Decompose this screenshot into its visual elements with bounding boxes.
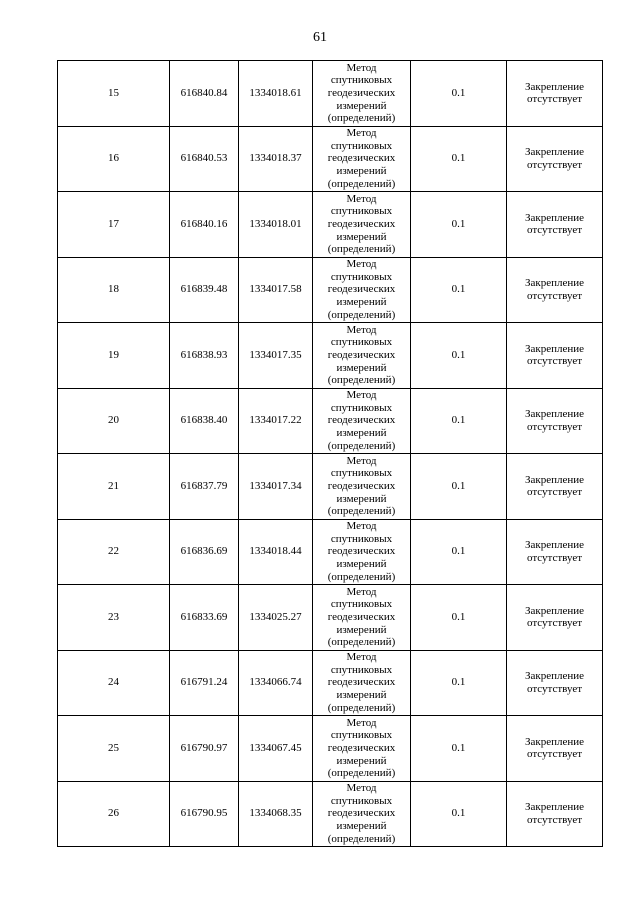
method-line: (определений) <box>327 701 396 714</box>
x-coordinate-cell: 616791.24 <box>170 650 239 716</box>
fixation-line: отсутствует <box>526 748 583 761</box>
method-line: Метод <box>346 585 377 598</box>
fixation-line: Закрепление <box>524 408 585 421</box>
method-line: измерений <box>336 820 387 833</box>
method-line: спутниковых <box>330 794 393 807</box>
method-line: (определений) <box>327 505 396 518</box>
table-row <box>58 716 603 782</box>
method-cell <box>313 454 411 520</box>
fixation-line: Закрепление <box>524 604 585 617</box>
page-number: 61 <box>313 30 327 45</box>
accuracy-cell: 0.1 <box>411 454 507 520</box>
method-line: измерений <box>336 230 387 243</box>
method-line: Метод <box>346 258 377 271</box>
method-cell <box>313 323 411 389</box>
fixation-line: Закрепление <box>524 80 585 93</box>
fixation-line: отсутствует <box>526 813 583 826</box>
fixation-line: Закрепление <box>524 211 585 224</box>
point-number-cell: 24 <box>58 650 170 716</box>
method-line: спутниковых <box>330 467 393 480</box>
point-number-cell: 16 <box>58 126 170 192</box>
method-line: измерений <box>336 492 387 505</box>
method-line: измерений <box>336 689 387 702</box>
method-line: геодезических <box>327 414 396 427</box>
y-coordinate-cell: 1334018.01 <box>239 192 313 258</box>
coordinates-table-body <box>58 61 603 847</box>
method-line: (определений) <box>327 112 396 125</box>
method-line: спутниковых <box>330 139 393 152</box>
fixation-line: Закрепление <box>524 539 585 552</box>
method-cell <box>313 585 411 651</box>
fixation-line: отсутствует <box>526 158 583 171</box>
table-row <box>58 61 603 127</box>
method-line: спутниковых <box>330 336 393 349</box>
fixation-line: Закрепление <box>524 670 585 683</box>
method-cell <box>313 388 411 454</box>
method-cell <box>313 192 411 258</box>
method-line: геодезических <box>327 283 396 296</box>
point-number-cell: 18 <box>58 257 170 323</box>
method-line: спутниковых <box>330 532 393 545</box>
method-line: измерений <box>336 99 387 112</box>
point-number-cell: 25 <box>58 716 170 782</box>
fixation-line: отсутствует <box>526 289 583 302</box>
method-line: измерений <box>336 623 387 636</box>
x-coordinate-cell: 616840.53 <box>170 126 239 192</box>
table-row <box>58 323 603 389</box>
y-coordinate-cell: 1334017.35 <box>239 323 313 389</box>
method-line: геодезических <box>327 348 396 361</box>
accuracy-cell: 0.1 <box>411 192 507 258</box>
y-coordinate-cell: 1334025.27 <box>239 585 313 651</box>
y-coordinate-cell: 1334017.58 <box>239 257 313 323</box>
accuracy-cell: 0.1 <box>411 650 507 716</box>
fixation-line: Закрепление <box>524 342 585 355</box>
method-line: измерений <box>336 754 387 767</box>
accuracy-cell: 0.1 <box>411 126 507 192</box>
fixation-cell <box>507 650 603 716</box>
point-number-cell: 21 <box>58 454 170 520</box>
fixation-cell <box>507 585 603 651</box>
method-line: Метод <box>346 782 377 795</box>
fixation-line: отсутствует <box>526 617 583 630</box>
method-line: геодезических <box>327 217 396 230</box>
fixation-line: отсутствует <box>526 224 583 237</box>
method-line: (определений) <box>327 570 396 583</box>
x-coordinate-cell: 616833.69 <box>170 585 239 651</box>
fixation-line: отсутствует <box>526 486 583 499</box>
fixation-cell <box>507 257 603 323</box>
point-number-cell: 15 <box>58 61 170 127</box>
x-coordinate-cell: 616840.16 <box>170 192 239 258</box>
method-line: геодезических <box>327 676 396 689</box>
point-number-cell: 26 <box>58 781 170 847</box>
method-line: Метод <box>346 61 377 74</box>
method-line: измерений <box>336 165 387 178</box>
x-coordinate-cell: 616838.93 <box>170 323 239 389</box>
x-coordinate-cell: 616840.84 <box>170 61 239 127</box>
table-row <box>58 519 603 585</box>
point-number-cell: 20 <box>58 388 170 454</box>
y-coordinate-cell: 1334018.61 <box>239 61 313 127</box>
fixation-line: Закрепление <box>524 735 585 748</box>
fixation-line: Закрепление <box>524 473 585 486</box>
y-coordinate-cell: 1334018.37 <box>239 126 313 192</box>
method-line: (определений) <box>327 374 396 387</box>
y-coordinate-cell: 1334017.22 <box>239 388 313 454</box>
method-line: геодезических <box>327 741 396 754</box>
fixation-line: отсутствует <box>526 682 583 695</box>
table-row <box>58 781 603 847</box>
method-cell <box>313 257 411 323</box>
y-coordinate-cell: 1334017.34 <box>239 454 313 520</box>
y-coordinate-cell: 1334067.45 <box>239 716 313 782</box>
method-line: (определений) <box>327 439 396 452</box>
accuracy-cell: 0.1 <box>411 323 507 389</box>
method-line: спутниковых <box>330 663 393 676</box>
method-cell <box>313 519 411 585</box>
method-line: (определений) <box>327 308 396 321</box>
point-number-cell: 23 <box>58 585 170 651</box>
method-line: геодезических <box>327 86 396 99</box>
method-line: измерений <box>336 558 387 571</box>
method-line: спутниковых <box>330 598 393 611</box>
x-coordinate-cell: 616839.48 <box>170 257 239 323</box>
accuracy-cell: 0.1 <box>411 781 507 847</box>
method-line: геодезических <box>327 610 396 623</box>
table-row <box>58 126 603 192</box>
fixation-line: отсутствует <box>526 551 583 564</box>
table-row <box>58 388 603 454</box>
fixation-line: Закрепление <box>524 146 585 159</box>
accuracy-cell: 0.1 <box>411 61 507 127</box>
x-coordinate-cell: 616790.97 <box>170 716 239 782</box>
fixation-line: Закрепление <box>524 801 585 814</box>
fixation-line: Закрепление <box>524 277 585 290</box>
method-line: спутниковых <box>330 729 393 742</box>
method-line: Метод <box>346 192 377 205</box>
method-line: Метод <box>346 651 377 664</box>
method-line: геодезических <box>327 152 396 165</box>
y-coordinate-cell: 1334066.74 <box>239 650 313 716</box>
fixation-cell <box>507 192 603 258</box>
method-line: Метод <box>346 127 377 140</box>
accuracy-cell: 0.1 <box>411 519 507 585</box>
method-line: Метод <box>346 454 377 467</box>
method-line: измерений <box>336 361 387 374</box>
fixation-cell <box>507 716 603 782</box>
x-coordinate-cell: 616836.69 <box>170 519 239 585</box>
fixation-cell <box>507 454 603 520</box>
y-coordinate-cell: 1334068.35 <box>239 781 313 847</box>
method-line: Метод <box>346 520 377 533</box>
method-line: (определений) <box>327 767 396 780</box>
accuracy-cell: 0.1 <box>411 585 507 651</box>
method-line: спутниковых <box>330 401 393 414</box>
fixation-cell <box>507 519 603 585</box>
method-line: измерений <box>336 296 387 309</box>
method-line: геодезических <box>327 807 396 820</box>
method-line: спутниковых <box>330 270 393 283</box>
table-row <box>58 650 603 716</box>
fixation-line: отсутствует <box>526 93 583 106</box>
method-line: (определений) <box>327 832 396 845</box>
point-number-cell: 19 <box>58 323 170 389</box>
method-line: измерений <box>336 427 387 440</box>
method-cell <box>313 126 411 192</box>
method-line: Метод <box>346 389 377 402</box>
method-line: геодезических <box>327 479 396 492</box>
method-cell <box>313 650 411 716</box>
method-line: (определений) <box>327 243 396 256</box>
point-number-cell: 22 <box>58 519 170 585</box>
fixation-line: отсутствует <box>526 420 583 433</box>
accuracy-cell: 0.1 <box>411 388 507 454</box>
method-line: геодезических <box>327 545 396 558</box>
point-number-cell: 17 <box>58 192 170 258</box>
accuracy-cell: 0.1 <box>411 257 507 323</box>
table-row <box>58 585 603 651</box>
method-line: Метод <box>346 323 377 336</box>
method-cell <box>313 61 411 127</box>
y-coordinate-cell: 1334018.44 <box>239 519 313 585</box>
table-row <box>58 454 603 520</box>
fixation-cell <box>507 61 603 127</box>
method-cell <box>313 716 411 782</box>
x-coordinate-cell: 616790.95 <box>170 781 239 847</box>
method-line: Метод <box>346 716 377 729</box>
fixation-line: отсутствует <box>526 355 583 368</box>
coordinates-table <box>57 60 603 847</box>
table-row <box>58 257 603 323</box>
fixation-cell <box>507 126 603 192</box>
fixation-cell <box>507 323 603 389</box>
method-line: спутниковых <box>330 74 393 87</box>
x-coordinate-cell: 616837.79 <box>170 454 239 520</box>
method-line: (определений) <box>327 177 396 190</box>
table-row <box>58 192 603 258</box>
accuracy-cell: 0.1 <box>411 716 507 782</box>
method-cell <box>313 781 411 847</box>
fixation-cell <box>507 388 603 454</box>
fixation-cell <box>507 781 603 847</box>
x-coordinate-cell: 616838.40 <box>170 388 239 454</box>
method-line: спутниковых <box>330 205 393 218</box>
method-line: (определений) <box>327 636 396 649</box>
